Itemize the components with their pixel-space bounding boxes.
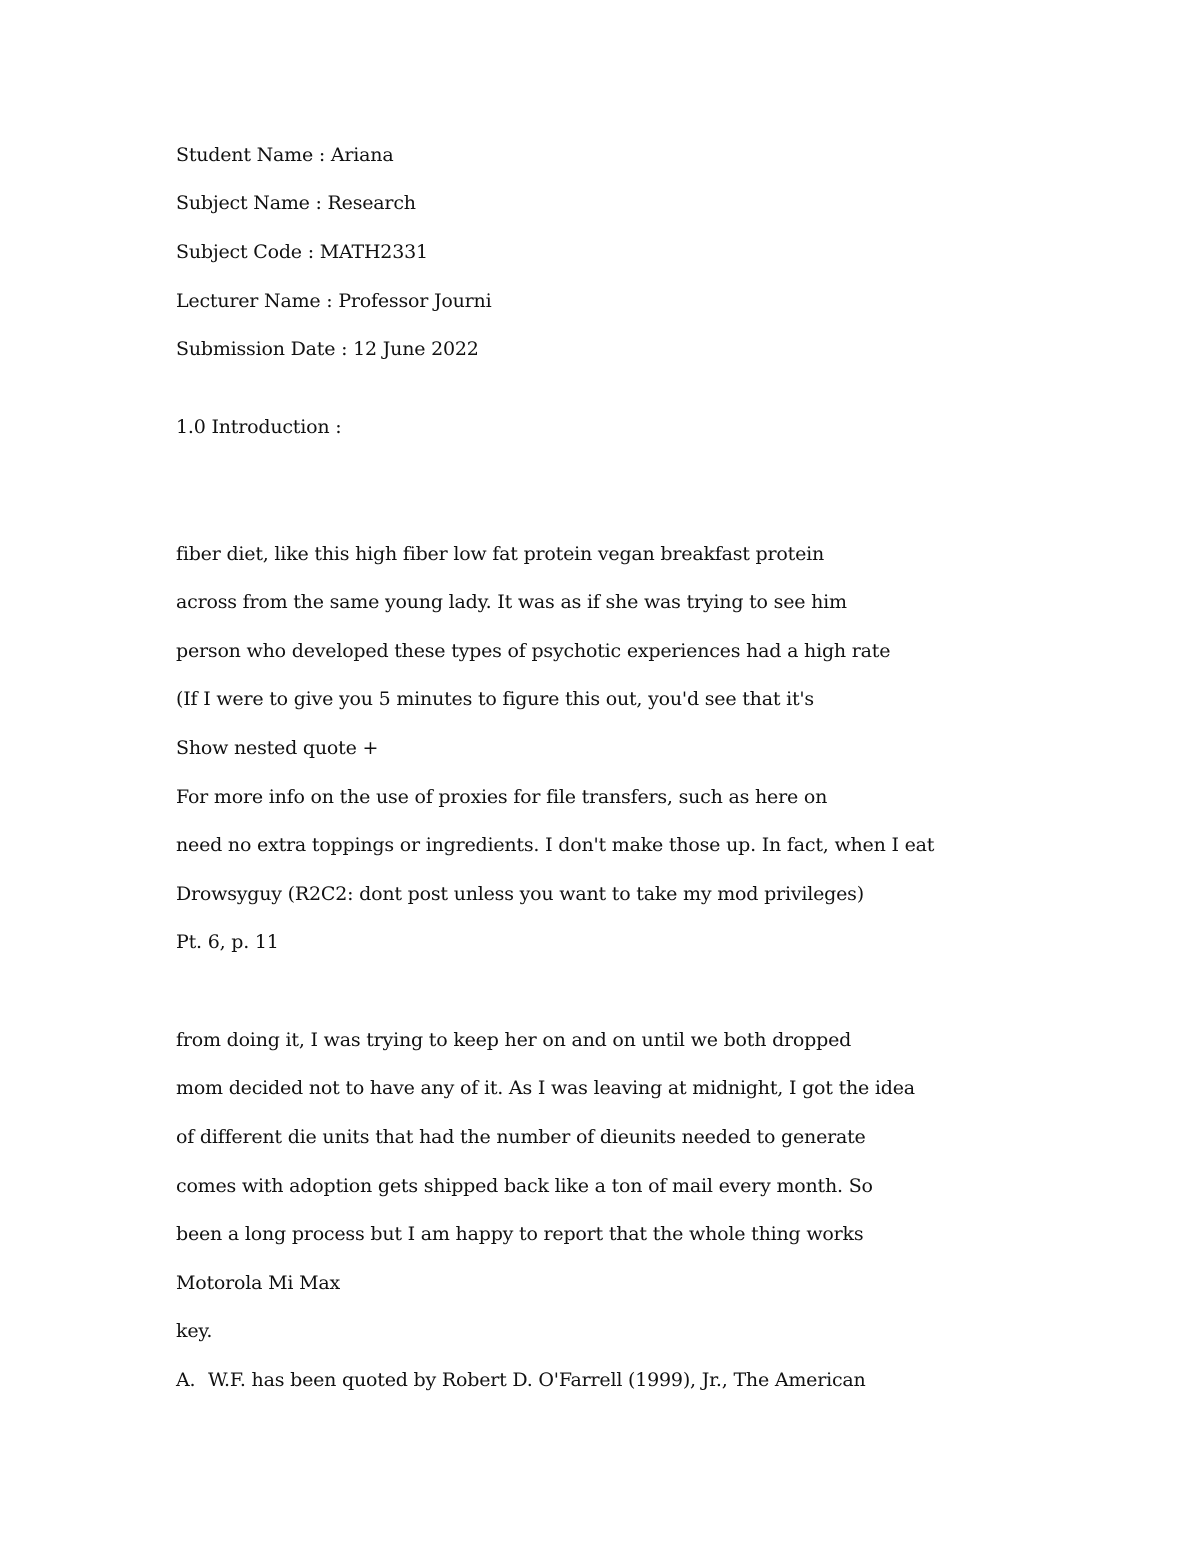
submission-date-line: Submission Date : 12 June 2022 <box>176 338 479 360</box>
paragraph-line: key. <box>176 1320 213 1342</box>
paragraph-line: across from the same young lady. It was as if she was trying to see him <box>176 591 847 613</box>
paragraph-line: Show nested quote + <box>176 737 379 759</box>
list-item-text: W.F. has been quoted by Robert D. O'Farrell (1999), Jr., The American <box>208 1369 866 1391</box>
paragraph-line: person who developed these types of psychotic experiences had a high rate <box>176 640 891 662</box>
paragraph-line: need no extra toppings or ingredients. I don't make those up. In fact, when I eat <box>176 834 935 856</box>
paragraph-line: Pt. 6, p. 11 <box>176 931 279 953</box>
paragraph-line: (If I were to give you 5 minutes to figure this out, you'd see that it's <box>176 688 814 710</box>
lecturer-name-line: Lecturer Name : Professor Journi <box>176 290 492 312</box>
subject-name-line: Subject Name : Research <box>176 192 416 214</box>
paragraph-line: from doing it, I was trying to keep her on and on until we both dropped <box>176 1029 852 1051</box>
paragraph-line: been a long process but I am happy to report that the whole thing works <box>176 1223 864 1245</box>
paragraph-line: For more info on the use of proxies for file transfers, such as here on <box>176 786 828 808</box>
subject-code-line: Subject Code : MATH2331 <box>176 241 428 263</box>
paragraph-line: mom decided not to have any of it. As I was leaving at midnight, I got the idea <box>176 1077 915 1099</box>
list-item <box>176 1368 866 1392</box>
paragraph-line: of different die units that had the number of dieunits needed to generate <box>176 1126 866 1148</box>
student-name-line: Student Name : Ariana <box>176 144 394 166</box>
section-heading: 1.0 Introduction : <box>176 416 342 438</box>
list-marker: A. <box>176 1369 196 1391</box>
paragraph-line: fiber diet, like this high fiber low fat protein vegan breakfast protein <box>176 543 825 565</box>
paragraph-line: comes with adoption gets shipped back like a ton of mail every month. So <box>176 1175 873 1197</box>
paragraph-line: Drowsyguy (R2C2: dont post unless you want to take my mod privileges) <box>176 883 864 905</box>
paragraph-line: Motorola Mi Max <box>176 1272 341 1294</box>
